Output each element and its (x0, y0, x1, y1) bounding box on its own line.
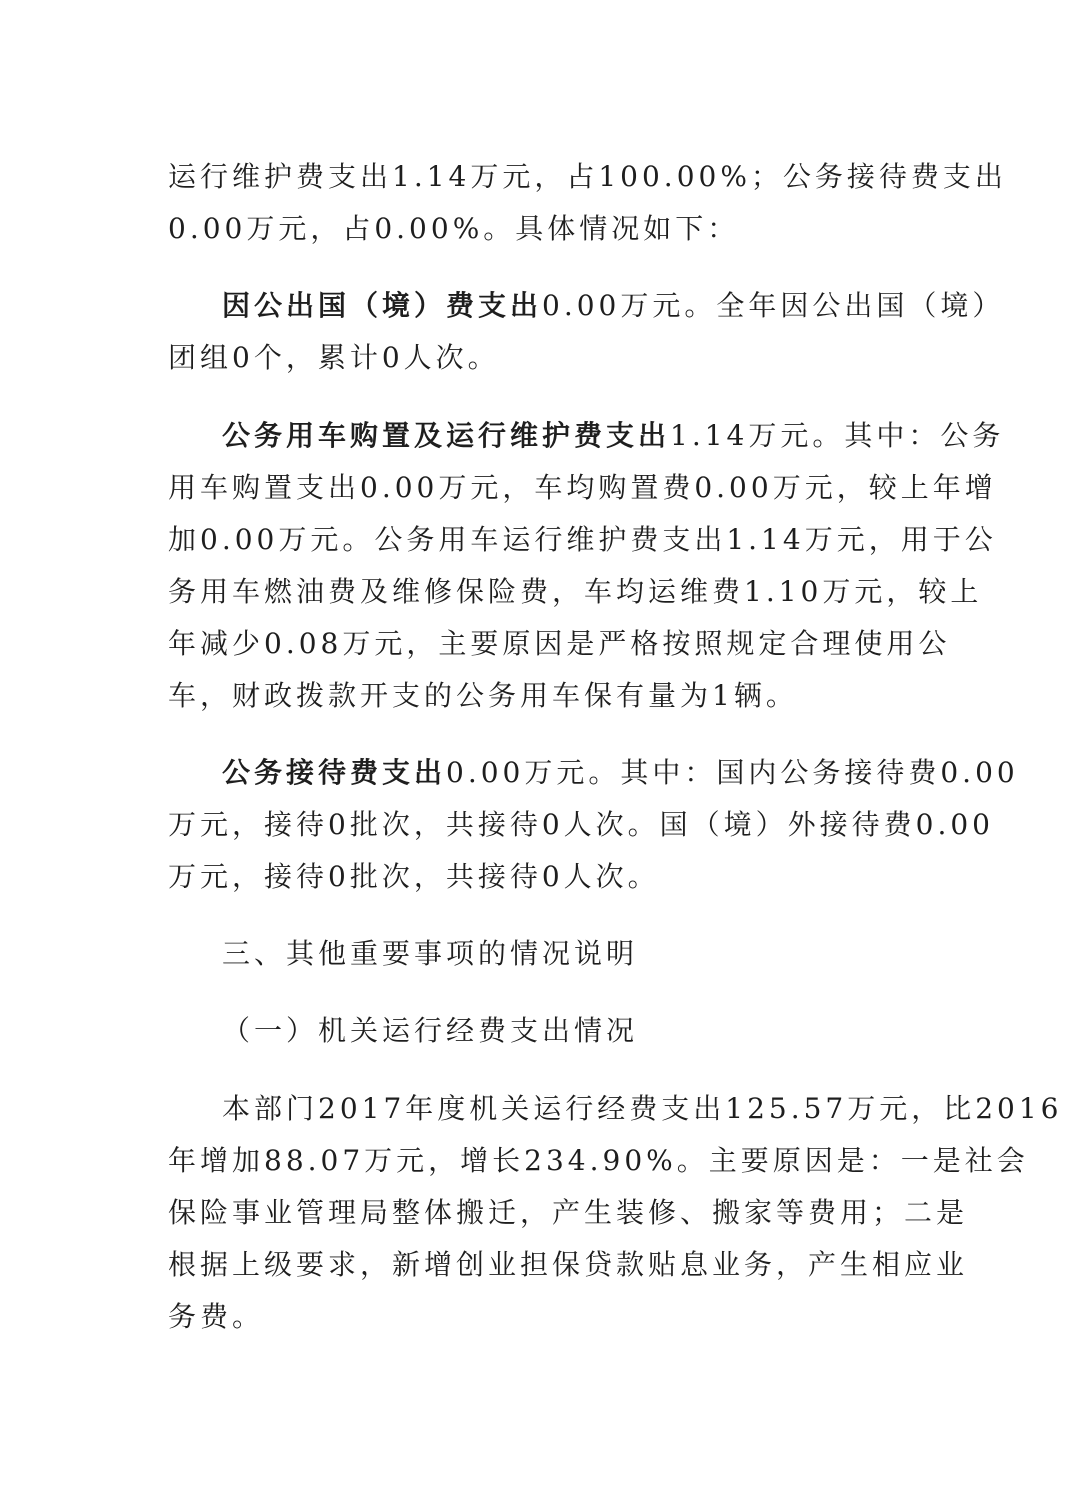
text-line: 车，财政拨款开支的公务用车保有量为1辆。 (168, 679, 798, 712)
subsection-heading: （一）机关运行经费支出情况 (222, 1014, 639, 1047)
text-line: 团组0个，累计0人次。 (168, 341, 500, 374)
section-heading: 三、其他重要事项的情况说明 (222, 937, 639, 970)
text-line: 务用车燃油费及维修保险费，车均运维费1.10万元，较上 (168, 575, 983, 608)
text-line: 用车购置支出0.00万元，车均购置费0.00万元，较上年增 (168, 471, 997, 504)
text-line: 运行维护费支出1.14万元，占100.00%；公务接待费支出 (168, 160, 1007, 193)
paragraph-heading: 因公出国（境）费支出 (222, 289, 543, 322)
paragraph-first-line: 本部门2017年度机关运行经费支出125.57万元，比2016 (222, 1092, 1063, 1125)
text-line: 0.00万元，占0.00%。具体情况如下： (168, 212, 740, 245)
paragraph-text: 1.14万元。其中：公务 (670, 419, 1005, 452)
paragraph-first-line (222, 419, 1004, 453)
paragraph-heading: 公务接待费支出 (222, 756, 447, 789)
paragraph-text: 0.00万元。全年因公出国（境） (542, 289, 1005, 322)
text-line: 万元，接待0批次，共接待0人次。 (168, 860, 660, 893)
paragraph-first-line (222, 756, 1019, 790)
text-line: 加0.00万元。公务用车运行维护费支出1.14万元，用于公 (168, 523, 997, 556)
text-line: 万元，接待0批次，共接待0人次。国（境）外接待费0.00 (168, 808, 994, 841)
text-line: 务费。 (168, 1300, 265, 1333)
paragraph-text: 0.00万元。其中：国内公务接待费0.00 (446, 756, 1019, 789)
text-line: 年减少0.08万元，主要原因是严格按照规定合理使用公 (168, 627, 951, 660)
paragraph-heading: 公务用车购置及运行维护费支出 (222, 419, 671, 452)
text-line: 根据上级要求，新增创业担保贷款贴息业务，产生相应业 (168, 1248, 969, 1281)
text-line: 保险事业管理局整体搬迁，产生装修、搬家等费用；二是 (168, 1196, 969, 1229)
paragraph-first-line (222, 289, 1004, 323)
text-line: 年增加88.07万元，增长234.90%。主要原因是：一是社会 (168, 1144, 1029, 1177)
